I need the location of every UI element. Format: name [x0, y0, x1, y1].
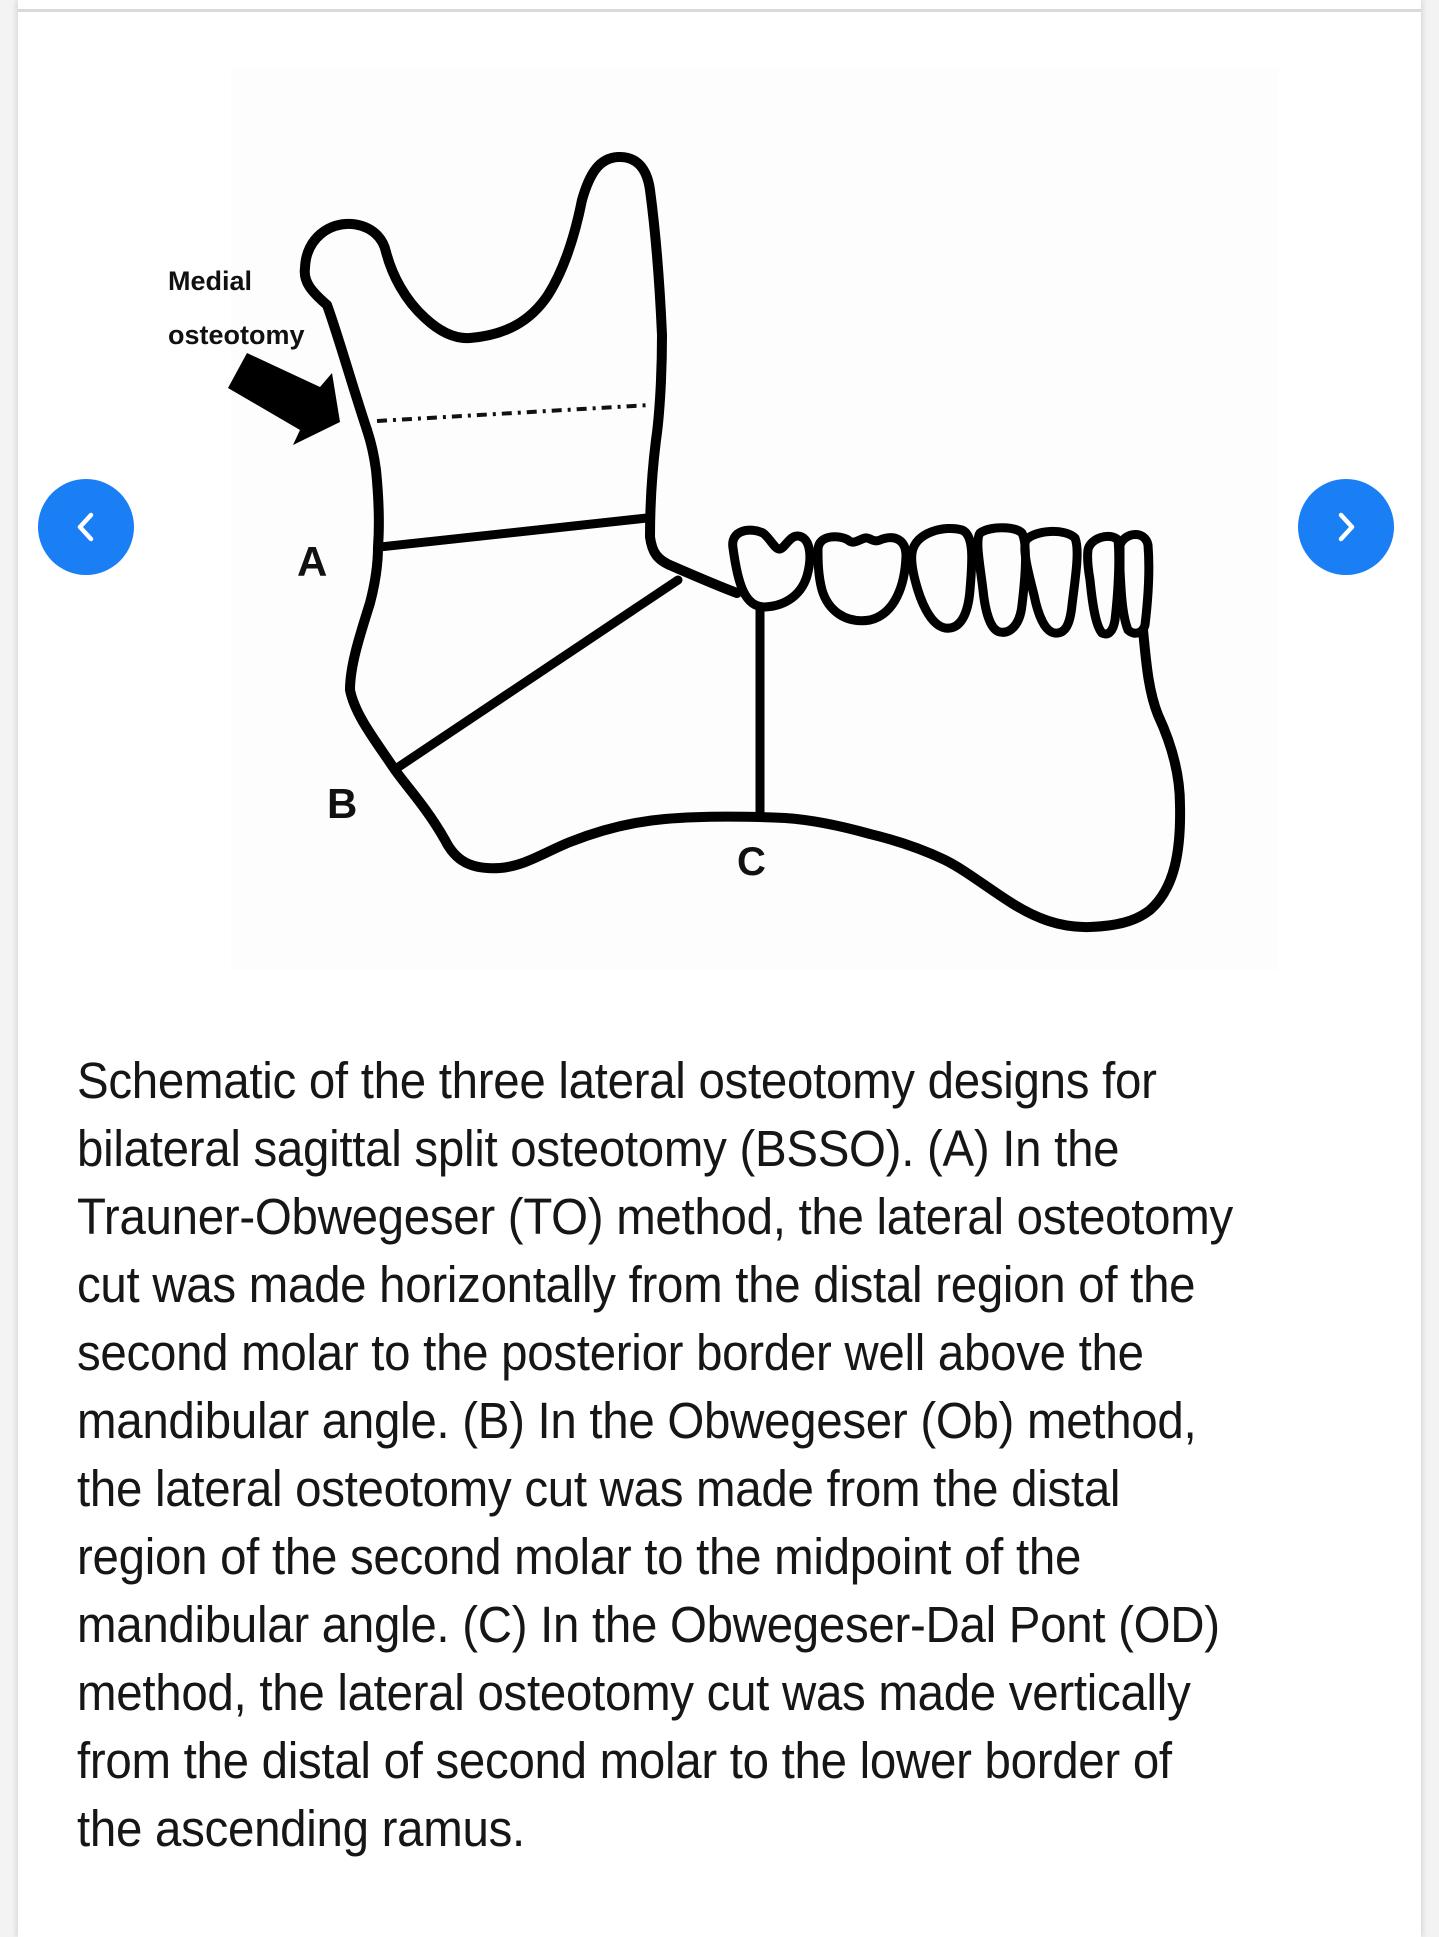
cut-line-b [397, 580, 678, 768]
caption-line: mandibular angle. (B) In the Obwegeser (Ob) method, [77, 1392, 1197, 1449]
caption-line: Trauner-Obwegeser (TO) method, the lateral osteotomy [77, 1188, 1233, 1245]
label-osteotomy: osteotomy [168, 320, 305, 350]
chevron-right-icon [1331, 507, 1361, 547]
label-b: B [327, 780, 358, 827]
caption-line: from the distal of second molar to the lower border of [77, 1732, 1172, 1789]
caption-line: cut was made horizontally from the distal region of the [77, 1256, 1196, 1313]
teeth [733, 528, 1149, 634]
caption-line: bilateral sagittal split osteotomy (BSSO). (A) In the [77, 1120, 1120, 1177]
next-button[interactable] [1298, 479, 1394, 575]
caption-line: the ascending ramus. [77, 1800, 525, 1857]
caption-line: method, the lateral osteotomy cut was made vertically [77, 1664, 1191, 1721]
prev-button[interactable] [38, 479, 134, 575]
medial-osteotomy-line [377, 405, 650, 421]
caption-line: region of the second molar to the midpoint of the [77, 1528, 1082, 1585]
caption-line: second molar to the posterior border well above the [77, 1324, 1144, 1381]
cut-line-a [380, 518, 647, 547]
caption-line: Schematic of the three lateral osteotomy designs for [77, 1052, 1157, 1109]
label-a: A [297, 538, 328, 585]
label-medial: Medial [168, 266, 253, 296]
caption-line: the lateral osteotomy cut was made from the distal [77, 1460, 1121, 1517]
arrow-icon [228, 353, 340, 445]
label-c: C [737, 840, 766, 884]
caption-line: mandibular angle. (C) In the Obwegeser-Dal Pont (OD) [77, 1596, 1220, 1653]
figure-caption [77, 1047, 1397, 1863]
chevron-left-icon [71, 507, 101, 547]
